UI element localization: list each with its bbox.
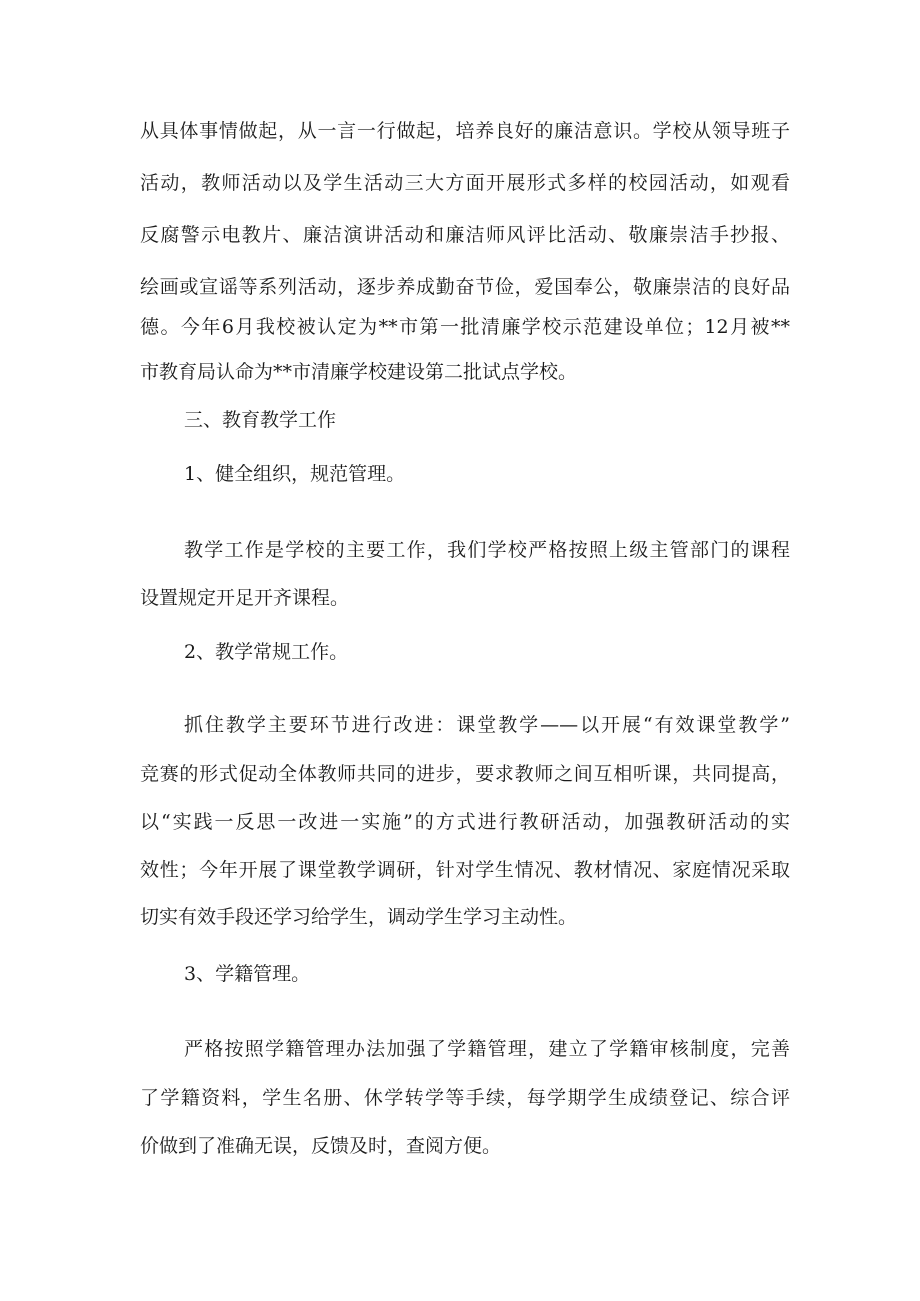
paragraph-line: 以“实践一反思一改进一实施”的方式进行教研活动，加强教研活动的实 xyxy=(140,811,790,833)
paragraph-line: 绘画或宣谣等系列活动，逐步养成勤奋节俭，爱国奉公，敬廉崇洁的良好品 xyxy=(140,276,790,298)
paragraph-line: 设置规定开足开齐课程。 xyxy=(140,587,350,609)
paragraph-line: 活动，教师活动以及学生活动三大方面开展形式多样的校园活动，如观看 xyxy=(140,172,790,194)
paragraph-line: 从具体事情做起，从一言一行做起，培养良好的廉洁意识。学校从领导班子 xyxy=(140,120,790,142)
paragraph-line: 市教育局认命为**市清廉学校建设第二批试点学校。 xyxy=(140,361,578,383)
section-heading: 三、教育教学工作 xyxy=(184,409,337,431)
paragraph-line: 抓住教学主要环节进行改进：课堂教学——以开展“有效课堂教学” xyxy=(184,714,790,736)
paragraph-line: 效性；今年开展了课堂教学调研，针对学生情况、教材情况、家庭情况采取 xyxy=(140,859,790,881)
paragraph-line: 严格按照学籍管理办法加强了学籍管理，建立了学籍审核制度，完善 xyxy=(184,1038,790,1060)
paragraph-line: 切实有效手段还学习给学生，调动学生学习主动性。 xyxy=(140,906,578,928)
item-heading: 3、学籍管理。 xyxy=(184,963,311,985)
paragraph-line: 反腐警示电教片、廉洁演讲活动和廉洁师风评比活动、敬廉崇洁手抄报、 xyxy=(140,224,790,246)
item-heading: 1、健全组织，规范管理。 xyxy=(184,463,406,485)
paragraph-line: 德。今年6月我校被认定为**市第一批清廉学校示范建设单位；12月被** xyxy=(140,316,790,338)
paragraph-line: 竞赛的形式促动全体教师共同的进步，要求教师之间互相听课，共同提高， xyxy=(140,763,790,785)
paragraph-line: 教学工作是学校的主要工作，我们学校严格按照上级主管部门的课程 xyxy=(184,539,790,561)
item-heading: 2、教学常规工作。 xyxy=(184,641,349,663)
paragraph-line: 了学籍资料，学生名册、休学转学等手续，每学期学生成绩登记、综合评 xyxy=(140,1087,790,1109)
paragraph-line: 价做到了准确无误，反馈及时，查阅方便。 xyxy=(140,1135,502,1157)
